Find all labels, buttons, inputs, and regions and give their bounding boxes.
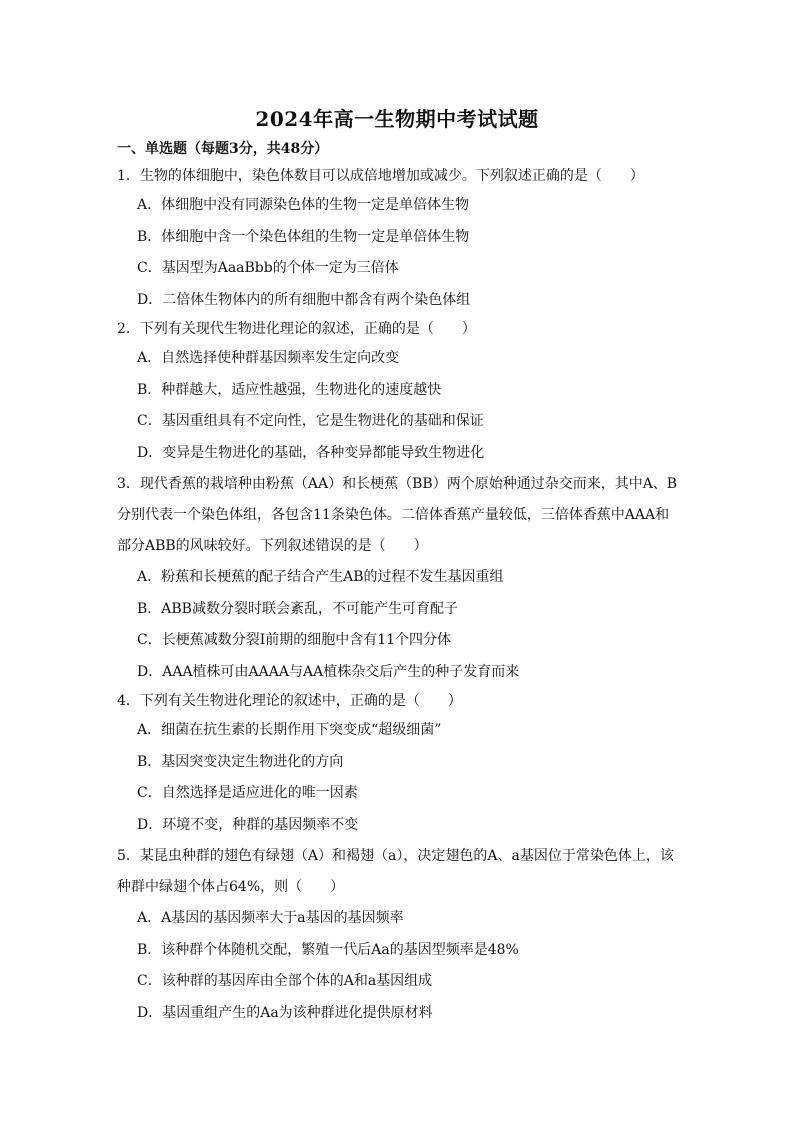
question-5 <box>117 841 682 1029</box>
option-a: A．粉蕉和长梗蕉的配子结合产生AB的过程不发生基因重组 <box>137 569 504 585</box>
option-b: B．基因突变决定生物进化的方向 <box>137 753 344 770</box>
question-stem: 1．生物的体细胞中，染色体数目可以成倍地增加或减少。下列叙述正确的是（ ） <box>117 168 644 184</box>
option-a: A．体细胞中没有同源染色体的生物一定是单倍体生物 <box>137 197 470 213</box>
option-b: B．该种群个体随机交配，繁殖一代后Aa的基因型频率是48% <box>137 941 519 958</box>
option-a: A．自然选择使种群基因频率发生定向改变 <box>137 350 400 366</box>
option-c: C．该种群的基因库由全部个体的A和a基因组成 <box>137 973 433 989</box>
option-d: D．AAA植株可由AAAA与AA植株杂交后产生的种子发育而来 <box>137 663 520 680</box>
option-d: D．二倍体生物体内的所有细胞中都含有两个染色体组 <box>137 291 471 308</box>
option-c: C．基因重组具有不定向性，它是生物进化的基础和保证 <box>137 413 484 429</box>
option-d: D．变异是生物进化的基础，各种变异都能导致生物进化 <box>137 444 485 461</box>
option-a: A．A基因的基因频率大于a基因的基因频率 <box>137 910 404 926</box>
option-list <box>117 903 682 1029</box>
option-b: B．ABB减数分裂时联会紊乱，不可能产生可育配子 <box>137 600 458 617</box>
option-b: B．体细胞中含一个染色体组的生物一定是单倍体生物 <box>137 228 470 245</box>
option-c: C．基因型为AaaBbb的个体一定为三倍体 <box>137 260 399 276</box>
option-b: B．种群越大，适应性越强，生物进化的速度越快 <box>137 381 442 398</box>
question-stem: 5．某昆虫种群的翅色有绿翅（A）和褐翅（a），决定翅色的A、a基因位于常染色体上，该种群中绿翅个体占64%，则（ ） <box>117 848 674 895</box>
option-c: C．自然选择是适应进化的唯一因素 <box>137 785 358 801</box>
option-d: D．基因重组产生的Aa为该种群进化提供原材料 <box>137 1004 433 1021</box>
option-c: C．长梗蕉减数分裂I前期的细胞中含有11个四分体 <box>137 632 452 648</box>
question-4 <box>117 688 682 841</box>
question-list <box>117 163 682 1029</box>
option-d: D．环境不变，种群的基因频率不变 <box>137 816 359 833</box>
option-list <box>117 343 682 469</box>
question-stem: 4．下列有关生物进化理论的叙述中，正确的是（ ） <box>117 693 462 709</box>
question-3 <box>117 469 682 688</box>
section-heading: 一、单选题（每题3分，共48分） <box>117 141 329 157</box>
question-stem: 2．下列有关现代生物进化理论的叙述，正确的是（ ） <box>117 321 476 337</box>
option-list <box>117 562 682 688</box>
question-1 <box>117 163 682 316</box>
question-stem: 3．现代香蕉的栽培种由粉蕉（AA）和长梗蕉（BB）两个原始种通过杂交而来，其中A、B分别代表一个染色体组，各包含11条染色体。二倍体香蕉产量较低，三倍体香蕉中AAA和部分ABB的风味较好。下列叙述错误的是（ ） <box>117 476 678 554</box>
option-a: A．细菌在抗生素的长期作用下突变成“超级细菌” <box>137 722 442 738</box>
option-list <box>117 190 682 316</box>
question-2 <box>117 316 682 469</box>
exam-title: 2024年高一生物期中考试试题 <box>255 107 539 131</box>
option-list <box>117 715 682 841</box>
